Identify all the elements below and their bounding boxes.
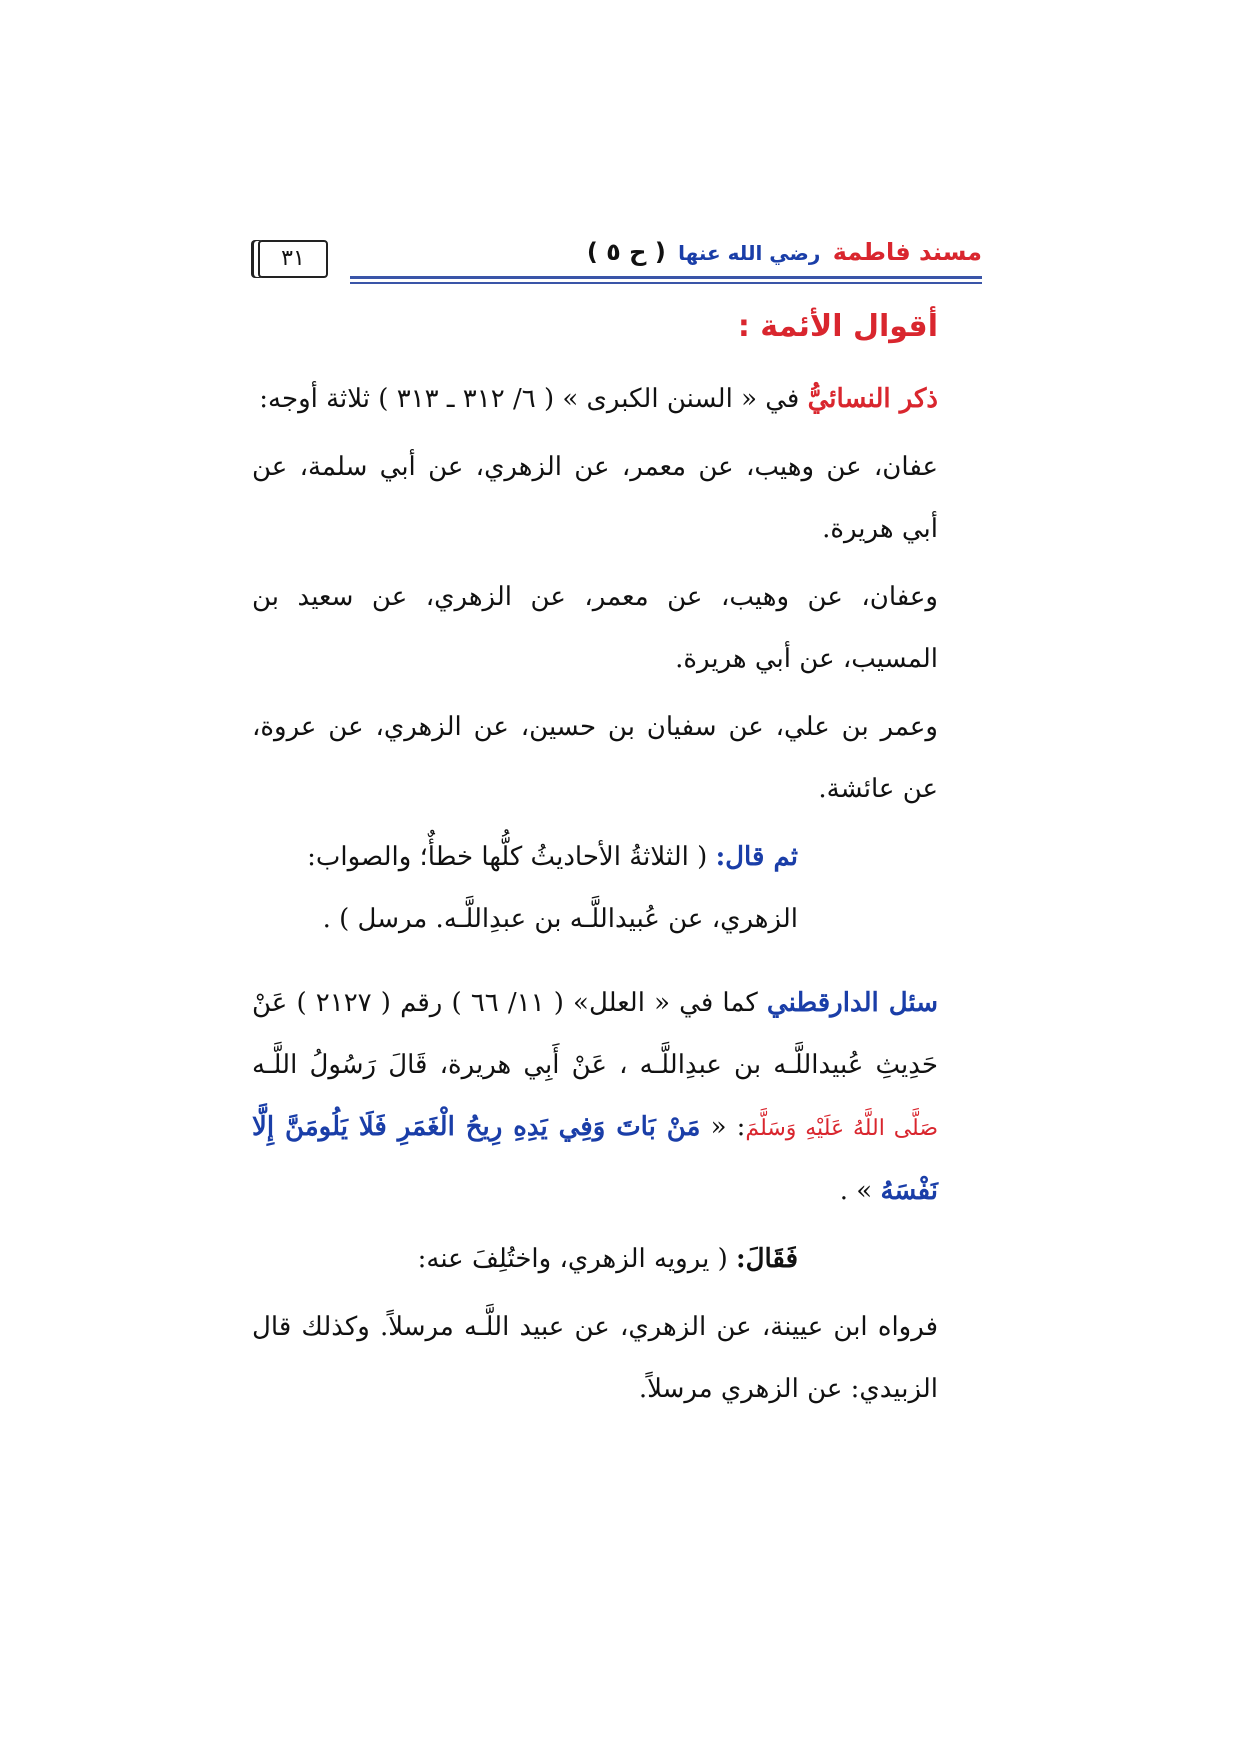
paragraph-chain-2: وعفان، عن وهيب، عن معمر، عن الزهري، عن سعيد بن المسيب، عن أبي هريرة. (252, 582, 938, 674)
nasai-label: ذكر النسائيُّ (807, 384, 938, 414)
paragraph-chain-1: عفان، عن وهيب، عن معمر، عن الزهري، عن أبي سلمة، عن أبي هريرة. (252, 452, 938, 544)
page-content (252, 300, 938, 1426)
running-title (587, 238, 982, 266)
paragraph-ibn-uyayna: فرواه ابن عيينة، عن الزهري، عن عبيد اللَّـه مرسلاً. وكذلك قال الزبيدي: عن الزهري مرسلاً. (252, 1312, 938, 1404)
quote-line-1 (252, 826, 798, 888)
title-code: ( ح ٥ ) (586, 238, 666, 266)
quote-line-2: الزهري، عن عُبيداللَّـه بن عبدِاللَّـه. مرسل ) . (322, 904, 798, 934)
paragraph-daraqutni-answer (252, 1228, 938, 1290)
header-rule-secondary (350, 282, 982, 284)
quote-label: ثم قال: (715, 842, 798, 872)
hadith-text: مَنْ بَاتَ وَفِي يَدِهِ رِيحُ الْغَمَرِ فَلَا يَلُومَنَّ إِلَّا نَفْسَهُ (252, 1112, 938, 1206)
page-header (252, 232, 982, 282)
answer-label: فَقَالَ: (736, 1244, 798, 1274)
title-name: مسند فاطمة (832, 238, 982, 266)
daraqutni-text: كما في « العلل» ( ١١/ ٦٦ ) رقم ( ٢١٢٧ ) عَنْ حَدِيثِ عُبيداللَّـه بن عبدِاللَّـه ، عَنْ أَبِي هريرة، قَالَ رَسُولُ اللَّـه (252, 988, 938, 1080)
paragraph-chain-3: وعمر بن علي، عن سفيان بن حسين، عن الزهري، عن عروة، عن عائشة. (252, 712, 938, 804)
daraqutni-label: سئل الدارقطني (766, 988, 939, 1018)
quote-text-1: ( الثلاثةُ الأحاديثُ كلُّها خطأٌ؛ والصواب: (307, 842, 708, 872)
paragraph-nasai (252, 368, 938, 430)
section-heading: أقوال الأئمة : (737, 309, 938, 344)
answer-text: ( يرويه الزهري، واختُلِفَ عنه: (417, 1244, 728, 1274)
title-honorific: رضي الله عنها (678, 241, 821, 265)
page-number: ٣١ (258, 240, 328, 278)
nasai-quote (252, 826, 938, 950)
spacer (252, 950, 938, 972)
hadith-open: : « (710, 1112, 746, 1142)
paragraph-daraqutni (252, 972, 938, 1222)
header-rule (350, 276, 982, 279)
hadith-close: » . (839, 1176, 873, 1206)
salawat-phrase: صَلَّى اللَّهُ عَلَيْهِ وَسَلَّمَ (745, 1116, 939, 1141)
nasai-text: في « السنن الكبرى » ( ٦/ ٣١٢ ـ ٣١٣ ) ثلاثة أوجه: (259, 384, 800, 414)
